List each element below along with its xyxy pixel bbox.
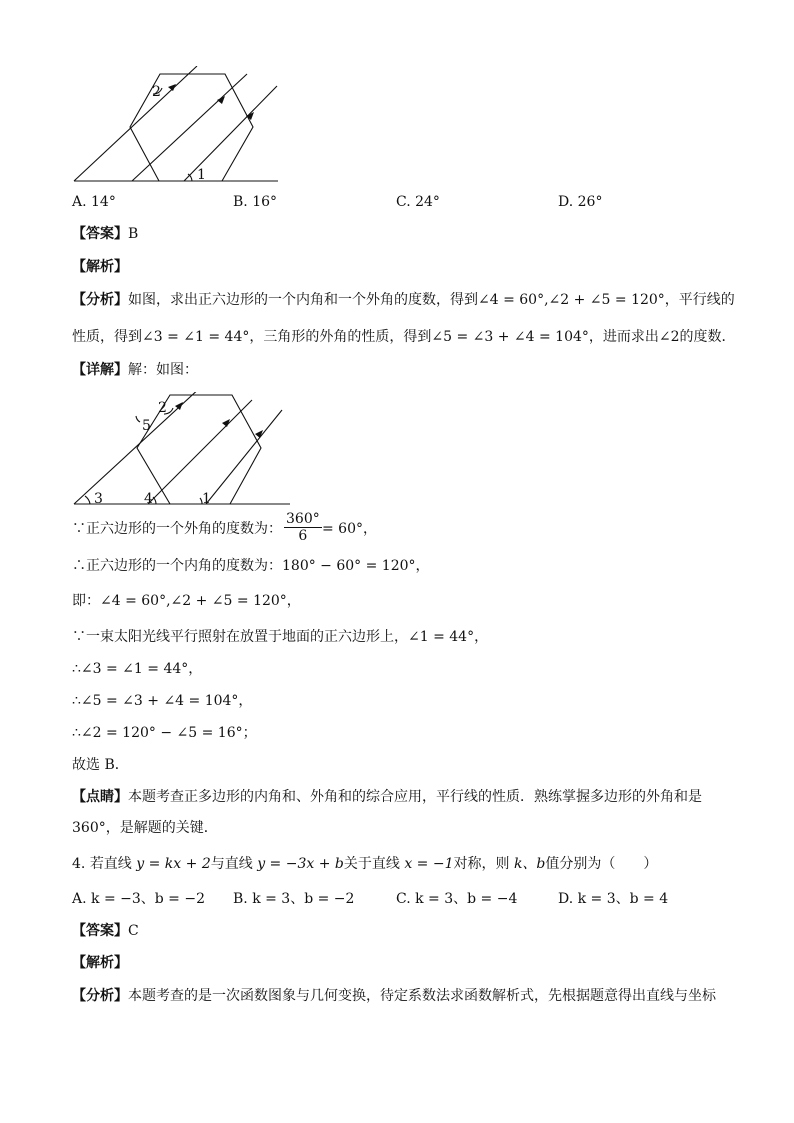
dianjing-tag: 【点睛】 [72,789,128,805]
figure-hexagon-sunlight [72,66,282,186]
q4-number: 4. [72,856,86,872]
q4-vars: k、b [513,856,546,872]
q4-option-a: A. k = −3、b = −2 [72,891,205,907]
angle-label-1: 1 [197,167,206,183]
q4-text-5: 值分别为（ ） [545,856,658,872]
sun-ray-1 [74,392,202,504]
fenxi-tag: 【分析】 [72,988,128,1004]
arrow-head-3 [255,430,263,438]
q4-analysis-tag: 【解析】 [72,955,128,971]
arrow-head-1 [175,402,183,410]
angle-label-5: 5 [142,418,151,434]
hexagon [137,395,261,504]
q4-equation-2: y = −3x + b [257,856,344,872]
angle-arc-5 [136,416,140,422]
q4-text-3: 关于直线 [343,856,405,872]
q3-answer [72,226,138,242]
q3-step-1-suffix: = 60°， [322,521,377,537]
answer-value: B [128,226,139,242]
angle-arc-1 [188,174,192,181]
q4-option-b: B. k = 3、b = −2 [233,891,355,907]
q3-option-c: C. 24° [396,194,440,210]
q4-option-d: D. k = 3、b = 4 [558,891,669,907]
figure-hexagon-labeled [72,392,294,510]
xiangjie-text: 解：如图： [128,362,198,378]
q4-option-c: C. k = 3、b = −4 [396,891,518,907]
angle-label-2: 2 [158,400,167,416]
q3-analysis-tag: 【解析】 [72,259,128,275]
fraction-denominator: 6 [298,528,308,544]
q4-equation-3: x = −1 [404,856,454,872]
fenxi-text: 本题考查的是一次函数图象与几何变换，待定系数法求函数解析式，先根据题意得出直线与坐标 [128,988,716,1004]
q3-option-b: B. 16° [233,194,278,210]
q4-equation-1: y = kx + 2 [136,856,211,872]
fraction-numerator: 360° [286,511,320,527]
q3-fenxi-line2: 性质，得到∠3 = ∠1 = 44°，三角形的外角的性质，得到∠5 = ∠3 + ∠4 = 104°，进而求出∠2的度数． [72,329,736,345]
q3-step-2: ∴正六边形的一个内角的度数为：180° − 60° = 120°， [72,558,430,574]
xiangjie-tag: 【详解】 [72,362,128,378]
angle-label-3: 3 [94,491,103,507]
q3-option-a: A. 14° [72,194,116,210]
q4-text-2: 与直线 [210,856,258,872]
q3-dianjing-line1 [72,789,702,805]
q3-xiangjie [72,362,198,378]
angle-label-1: 1 [202,491,211,507]
q3-dianjing-line2: 360°，是解题的关键． [72,820,218,836]
q3-step-7: ∴∠2 = 120° − ∠5 = 16°； [72,725,257,741]
answer-tag: 【答案】 [72,226,128,242]
q3-fenxi-line1 [72,292,735,308]
q4-answer [72,923,139,939]
q3-option-d: D. 26° [558,194,603,210]
fenxi-tag: 【分析】 [72,292,128,308]
answer-tag: 【答案】 [72,923,128,939]
fenxi-text-1: 如图，求出正六边形的一个内角和一个外角的度数，得到∠4 = 60°,∠2 + ∠5 = 120°，平行线的 [128,292,735,308]
q4-text-4: 对称，则 [453,856,514,872]
answer-value: C [128,923,139,939]
q3-step-4: ∵一束太阳光线平行照射在放置于地面的正六边形上，∠1 = 44°， [72,629,489,645]
angle-arc-4 [153,497,156,504]
fraction-360-over-6 [284,511,322,544]
q4-text-1: 若直线 [89,856,137,872]
q3-step-3: 即：∠4 = 60°,∠2 + ∠5 = 120°， [72,593,301,609]
angle-arc-3 [85,496,90,504]
angle-label-4: 4 [144,491,153,507]
q4-stem [72,856,657,872]
q3-step-6: ∴∠5 = ∠3 + ∠4 = 104°， [72,693,253,709]
q4-fenxi [72,988,716,1004]
q3-step-5: ∴∠3 = ∠1 = 44°， [72,661,203,677]
sun-ray-1 [74,66,197,181]
angle-label-2: 2 [152,84,161,100]
dianjing-text-1: 本题考查正多边形的内角和、外角和的综合应用，平行线的性质．熟练掌握多边形的外角和是 [128,789,702,805]
arrow-head-2 [217,96,225,104]
sun-ray-2 [132,74,247,181]
q3-step-8: 故选 B． [72,757,129,773]
q3-step-1-prefix: ∵正六边形的一个外角的度数为： [72,521,282,537]
sun-ray-3 [206,410,282,504]
